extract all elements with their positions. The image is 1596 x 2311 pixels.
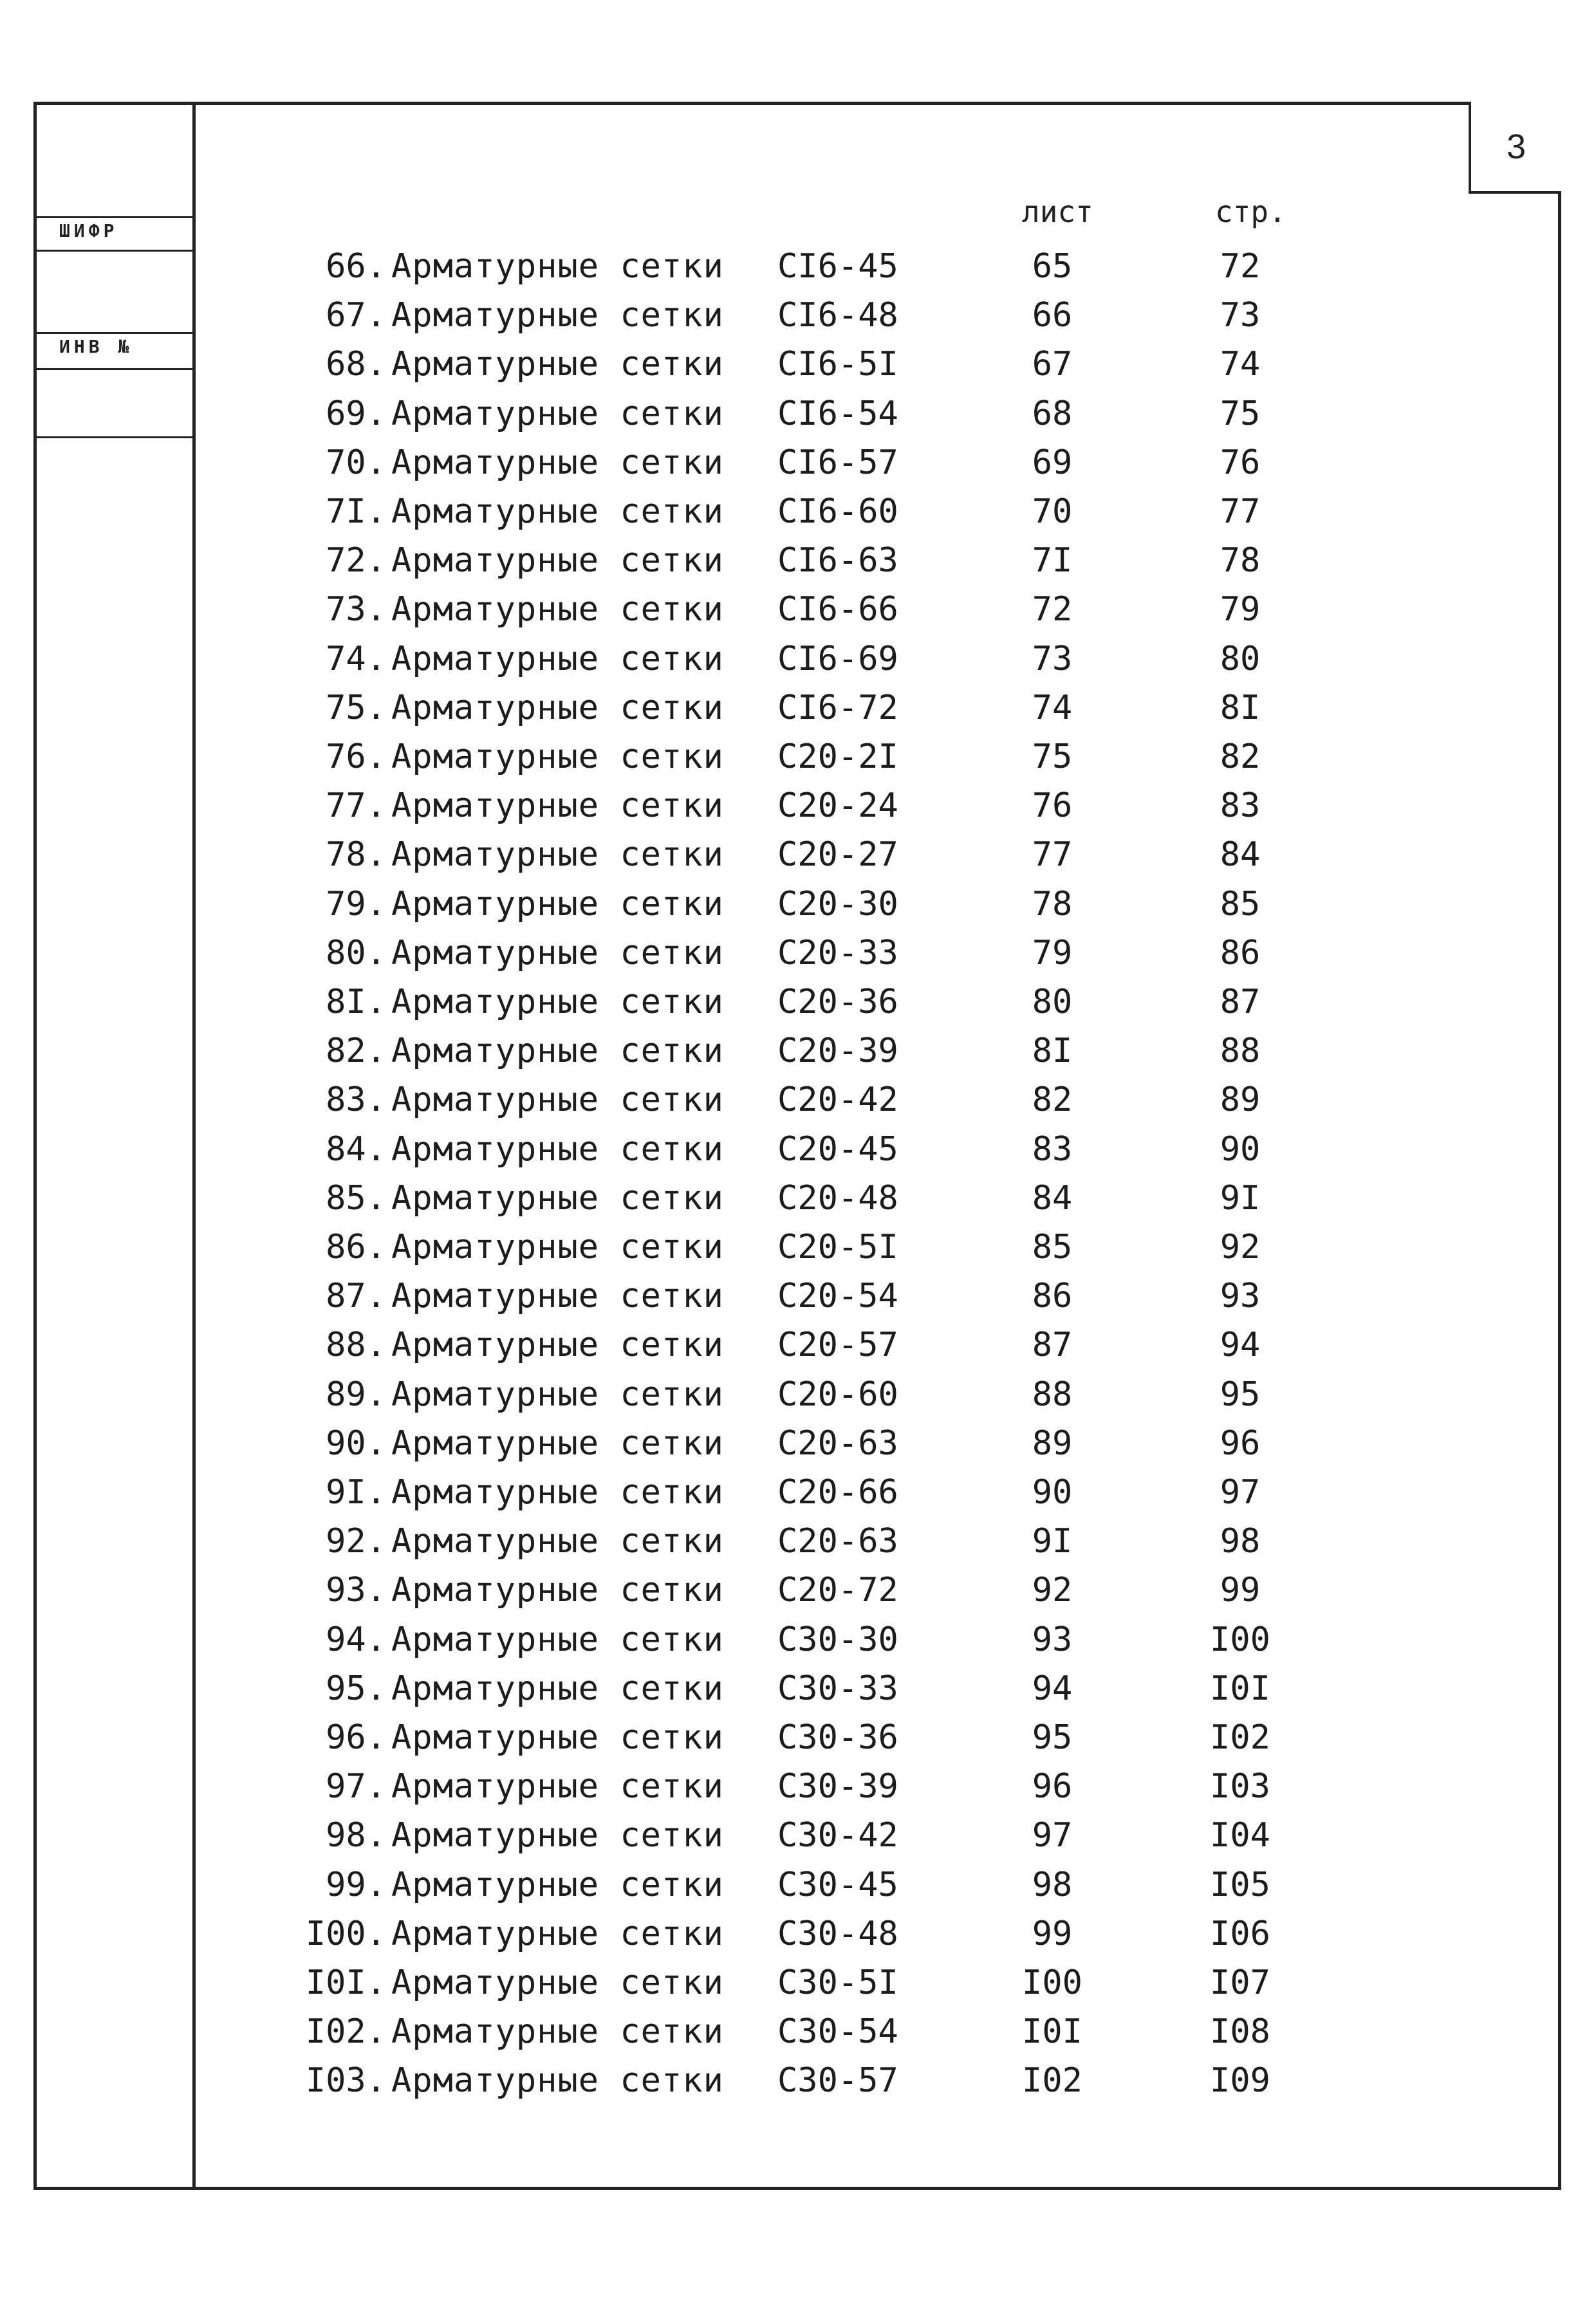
item-name: Арматурные сетки bbox=[391, 885, 724, 923]
strip-divider bbox=[33, 216, 192, 218]
item-code: C30-30 bbox=[777, 1620, 898, 1659]
item-code: C20-72 bbox=[777, 1571, 898, 1610]
item-sheet: 85 bbox=[1032, 1228, 1073, 1267]
item-name: Арматурные сетки bbox=[391, 1326, 724, 1364]
item-name: Арматурные сетки bbox=[391, 1620, 724, 1659]
item-number: 93. bbox=[326, 1571, 386, 1610]
item-name: Арматурные сетки bbox=[391, 1963, 724, 2002]
item-sheet: 93 bbox=[1032, 1620, 1073, 1659]
item-number: 7I. bbox=[326, 492, 386, 531]
list-item bbox=[0, 1811, 1596, 1860]
list-item bbox=[0, 1419, 1596, 1468]
item-page: I08 bbox=[1210, 2012, 1270, 2051]
item-code: C30-57 bbox=[777, 2061, 898, 2100]
item-page: I02 bbox=[1210, 1718, 1270, 1757]
list-item bbox=[0, 487, 1596, 536]
item-sheet: 70 bbox=[1032, 492, 1073, 531]
item-page: 73 bbox=[1220, 296, 1261, 335]
item-sheet: I02 bbox=[1022, 2061, 1082, 2100]
list-item bbox=[0, 1272, 1596, 1321]
item-number: 90. bbox=[326, 1424, 386, 1463]
item-number: 80. bbox=[326, 934, 386, 972]
item-name: Арматурные сетки bbox=[391, 1179, 724, 1218]
item-code: CI6-63 bbox=[777, 541, 898, 580]
item-page: 80 bbox=[1220, 640, 1261, 678]
item-code: C30-39 bbox=[777, 1767, 898, 1806]
item-name: Арматурные сетки bbox=[391, 2012, 724, 2051]
item-name: Арматурные сетки bbox=[391, 1718, 724, 1757]
item-number: 67. bbox=[326, 296, 386, 335]
item-page: 79 bbox=[1220, 590, 1261, 629]
item-sheet: 86 bbox=[1032, 1277, 1073, 1315]
item-number: 82. bbox=[326, 1032, 386, 1070]
item-sheet: 84 bbox=[1032, 1179, 1073, 1218]
item-page: 76 bbox=[1220, 443, 1261, 482]
item-sheet: 77 bbox=[1032, 835, 1073, 874]
item-name: Арматурные сетки bbox=[391, 1277, 724, 1315]
item-number: 99. bbox=[326, 1866, 386, 1904]
item-sheet: 88 bbox=[1032, 1375, 1073, 1414]
item-name: Арматурные сетки bbox=[391, 934, 724, 972]
list-item bbox=[0, 438, 1596, 487]
item-page: 85 bbox=[1220, 885, 1261, 923]
item-code: C20-60 bbox=[777, 1375, 898, 1414]
item-sheet: I00 bbox=[1022, 1963, 1082, 2002]
list-item bbox=[0, 1075, 1596, 1124]
item-code: CI6-69 bbox=[777, 640, 898, 678]
list-item bbox=[0, 242, 1596, 291]
item-name: Арматурные сетки bbox=[391, 786, 724, 825]
item-name: Арматурные сетки bbox=[391, 1767, 724, 1806]
item-sheet: 73 bbox=[1032, 640, 1073, 678]
item-sheet: 67 bbox=[1032, 345, 1073, 384]
item-sheet: 94 bbox=[1032, 1669, 1073, 1708]
item-code: C20-45 bbox=[777, 1130, 898, 1169]
item-page: 84 bbox=[1220, 835, 1261, 874]
item-page: 93 bbox=[1220, 1277, 1261, 1315]
cipher-label: ШИФР bbox=[59, 220, 118, 241]
item-page: 8I bbox=[1220, 689, 1261, 727]
item-page: 89 bbox=[1220, 1081, 1261, 1119]
list-item bbox=[0, 2007, 1596, 2056]
inventory-number-label: ИНВ № bbox=[59, 336, 133, 357]
item-sheet: 87 bbox=[1032, 1326, 1073, 1364]
list-item bbox=[0, 1026, 1596, 1075]
item-sheet: 66 bbox=[1032, 296, 1073, 335]
item-sheet: 79 bbox=[1032, 934, 1073, 972]
list-item bbox=[0, 1174, 1596, 1223]
item-sheet: 72 bbox=[1032, 590, 1073, 629]
item-name: Арматурные сетки bbox=[391, 1915, 724, 1953]
item-sheet: 74 bbox=[1032, 689, 1073, 727]
item-code: C20-36 bbox=[777, 983, 898, 1021]
item-sheet: 68 bbox=[1032, 394, 1073, 433]
item-page: 99 bbox=[1220, 1571, 1261, 1610]
item-number: I02. bbox=[305, 2012, 386, 2051]
list-item bbox=[0, 1713, 1596, 1762]
list-item bbox=[0, 1468, 1596, 1517]
item-sheet: 75 bbox=[1032, 738, 1073, 776]
item-number: 9I. bbox=[326, 1473, 386, 1512]
item-page: I09 bbox=[1210, 2061, 1270, 2100]
item-sheet: 69 bbox=[1032, 443, 1073, 482]
item-page: I0I bbox=[1210, 1669, 1270, 1708]
item-code: C20-42 bbox=[777, 1081, 898, 1119]
list-item bbox=[0, 1517, 1596, 1566]
item-code: CI6-60 bbox=[777, 492, 898, 531]
page-number: 3 bbox=[1506, 127, 1526, 166]
item-code: C30-36 bbox=[777, 1718, 898, 1757]
item-code: CI6-54 bbox=[777, 394, 898, 433]
item-number: 95. bbox=[326, 1669, 386, 1708]
item-number: I00. bbox=[305, 1915, 386, 1953]
item-number: 88. bbox=[326, 1326, 386, 1364]
item-name: Арматурные сетки bbox=[391, 1081, 724, 1119]
list-item bbox=[0, 781, 1596, 830]
item-number: 89. bbox=[326, 1375, 386, 1414]
list-item bbox=[0, 389, 1596, 438]
list-item bbox=[0, 291, 1596, 340]
item-number: 86. bbox=[326, 1228, 386, 1267]
item-name: Арматурные сетки bbox=[391, 1424, 724, 1463]
item-page: 87 bbox=[1220, 983, 1261, 1021]
item-sheet: I0I bbox=[1022, 2012, 1082, 2051]
item-page: 86 bbox=[1220, 934, 1261, 972]
item-name: Арматурные сетки bbox=[391, 983, 724, 1021]
list-item bbox=[0, 1909, 1596, 1958]
item-code: C20-30 bbox=[777, 885, 898, 923]
item-name: Арматурные сетки bbox=[391, 590, 724, 629]
item-sheet: 7I bbox=[1032, 541, 1073, 580]
item-name: Арматурные сетки bbox=[391, 296, 724, 335]
item-code: C20-5I bbox=[777, 1228, 898, 1267]
item-page: 94 bbox=[1220, 1326, 1261, 1364]
item-code: C20-66 bbox=[777, 1473, 898, 1512]
item-name: Арматурные сетки bbox=[391, 1130, 724, 1169]
item-code: CI6-48 bbox=[777, 296, 898, 335]
item-code: C20-57 bbox=[777, 1326, 898, 1364]
item-page: I00 bbox=[1210, 1620, 1270, 1659]
list-item bbox=[0, 1861, 1596, 1909]
item-number: 78. bbox=[326, 835, 386, 874]
item-number: 77. bbox=[326, 786, 386, 825]
item-page: 77 bbox=[1220, 492, 1261, 531]
page-number-box bbox=[1469, 102, 1561, 194]
item-number: I03. bbox=[305, 2061, 386, 2100]
item-number: 69. bbox=[326, 394, 386, 433]
item-number: 70. bbox=[326, 443, 386, 482]
item-sheet: 8I bbox=[1032, 1032, 1073, 1070]
item-sheet: 90 bbox=[1032, 1473, 1073, 1512]
item-number: 73. bbox=[326, 590, 386, 629]
item-name: Арматурные сетки bbox=[391, 443, 724, 482]
item-code: C30-48 bbox=[777, 1915, 898, 1953]
item-code: C20-54 bbox=[777, 1277, 898, 1315]
item-name: Арматурные сетки bbox=[391, 1669, 724, 1708]
item-page: 83 bbox=[1220, 786, 1261, 825]
item-name: Арматурные сетки bbox=[391, 1571, 724, 1610]
item-sheet: 82 bbox=[1032, 1081, 1073, 1119]
item-number: 87. bbox=[326, 1277, 386, 1315]
item-number: 85. bbox=[326, 1179, 386, 1218]
item-number: 79. bbox=[326, 885, 386, 923]
item-page: 78 bbox=[1220, 541, 1261, 580]
item-sheet: 78 bbox=[1032, 885, 1073, 923]
item-page: 9I bbox=[1220, 1179, 1261, 1218]
item-name: Арматурные сетки bbox=[391, 345, 724, 384]
list-item bbox=[0, 1370, 1596, 1419]
item-name: Арматурные сетки bbox=[391, 738, 724, 776]
item-page: 96 bbox=[1220, 1424, 1261, 1463]
item-code: C20-48 bbox=[777, 1179, 898, 1218]
item-name: Арматурные сетки bbox=[391, 394, 724, 433]
item-sheet: 65 bbox=[1032, 247, 1073, 286]
item-name: Арматурные сетки bbox=[391, 689, 724, 727]
list-item bbox=[0, 1321, 1596, 1369]
item-code: C20-24 bbox=[777, 786, 898, 825]
list-item bbox=[0, 880, 1596, 929]
item-sheet: 99 bbox=[1032, 1915, 1073, 1953]
item-name: Арматурные сетки bbox=[391, 835, 724, 874]
item-code: CI6-45 bbox=[777, 247, 898, 286]
item-page: 75 bbox=[1220, 394, 1261, 433]
item-code: C20-33 bbox=[777, 934, 898, 972]
item-sheet: 80 bbox=[1032, 983, 1073, 1021]
item-sheet: 92 bbox=[1032, 1571, 1073, 1610]
list-item bbox=[0, 635, 1596, 683]
item-sheet: 9I bbox=[1032, 1522, 1073, 1561]
list-item bbox=[0, 1958, 1596, 2007]
item-page: 97 bbox=[1220, 1473, 1261, 1512]
item-page: I06 bbox=[1210, 1915, 1270, 1953]
item-number: 94. bbox=[326, 1620, 386, 1659]
item-number: 75. bbox=[326, 689, 386, 727]
list-item bbox=[0, 585, 1596, 634]
item-code: C20-27 bbox=[777, 835, 898, 874]
item-number: 68. bbox=[326, 345, 386, 384]
list-item bbox=[0, 1566, 1596, 1615]
item-name: Арматурные сетки bbox=[391, 1522, 724, 1561]
list-item bbox=[0, 340, 1596, 389]
item-page: 82 bbox=[1220, 738, 1261, 776]
item-name: Арматурные сетки bbox=[391, 640, 724, 678]
item-name: Арматурные сетки bbox=[391, 492, 724, 531]
item-page: I07 bbox=[1210, 1963, 1270, 2002]
item-sheet: 76 bbox=[1032, 786, 1073, 825]
list-item bbox=[0, 536, 1596, 585]
item-sheet: 96 bbox=[1032, 1767, 1073, 1806]
item-name: Арматурные сетки bbox=[391, 541, 724, 580]
item-code: C30-54 bbox=[777, 2012, 898, 2051]
list-item bbox=[0, 830, 1596, 879]
item-number: 83. bbox=[326, 1081, 386, 1119]
list-item bbox=[0, 1223, 1596, 1272]
item-number: 8I. bbox=[326, 983, 386, 1021]
item-code: C20-63 bbox=[777, 1424, 898, 1463]
item-page: 98 bbox=[1220, 1522, 1261, 1561]
item-number: 66. bbox=[326, 247, 386, 286]
item-page: 95 bbox=[1220, 1375, 1261, 1414]
item-number: 84. bbox=[326, 1130, 386, 1169]
item-number: 98. bbox=[326, 1816, 386, 1855]
item-number: 72. bbox=[326, 541, 386, 580]
item-page: 88 bbox=[1220, 1032, 1261, 1070]
item-code: C20-39 bbox=[777, 1032, 898, 1070]
item-name: Арматурные сетки bbox=[391, 1375, 724, 1414]
item-code: C30-45 bbox=[777, 1866, 898, 1904]
item-code: C30-5I bbox=[777, 1963, 898, 2002]
item-name: Арматурные сетки bbox=[391, 1032, 724, 1070]
item-page: I04 bbox=[1210, 1816, 1270, 1855]
item-sheet: 98 bbox=[1032, 1866, 1073, 1904]
item-number: 76. bbox=[326, 738, 386, 776]
list-item bbox=[0, 1125, 1596, 1174]
item-number: 74. bbox=[326, 640, 386, 678]
item-number: 92. bbox=[326, 1522, 386, 1561]
item-code: CI6-5I bbox=[777, 345, 898, 384]
item-sheet: 89 bbox=[1032, 1424, 1073, 1463]
item-code: C30-42 bbox=[777, 1816, 898, 1855]
item-number: 96. bbox=[326, 1718, 386, 1757]
item-name: Арматурные сетки bbox=[391, 1866, 724, 1904]
item-number: I0I. bbox=[305, 1963, 386, 2002]
list-item bbox=[0, 929, 1596, 978]
item-name: Арматурные сетки bbox=[391, 1816, 724, 1855]
list-item bbox=[0, 1762, 1596, 1811]
column-header-page: стр. bbox=[1215, 194, 1286, 229]
item-code: C30-33 bbox=[777, 1669, 898, 1708]
item-page: 90 bbox=[1220, 1130, 1261, 1169]
item-page: 74 bbox=[1220, 345, 1261, 384]
list-item bbox=[0, 2056, 1596, 2105]
item-number: 97. bbox=[326, 1767, 386, 1806]
item-page: 92 bbox=[1220, 1228, 1261, 1267]
item-code: CI6-66 bbox=[777, 590, 898, 629]
list-item bbox=[0, 732, 1596, 781]
item-page: 72 bbox=[1220, 247, 1261, 286]
list-item bbox=[0, 1664, 1596, 1713]
item-code: C20-63 bbox=[777, 1522, 898, 1561]
item-name: Арматурные сетки bbox=[391, 1473, 724, 1512]
item-page: I03 bbox=[1210, 1767, 1270, 1806]
item-sheet: 83 bbox=[1032, 1130, 1073, 1169]
item-sheet: 97 bbox=[1032, 1816, 1073, 1855]
list-item bbox=[0, 978, 1596, 1026]
item-code: CI6-72 bbox=[777, 689, 898, 727]
list-item bbox=[0, 1615, 1596, 1664]
item-name: Арматурные сетки bbox=[391, 247, 724, 286]
item-name: Арматурные сетки bbox=[391, 2061, 724, 2100]
item-page: I05 bbox=[1210, 1866, 1270, 1904]
item-sheet: 95 bbox=[1032, 1718, 1073, 1757]
item-code: C20-2I bbox=[777, 738, 898, 776]
list-item bbox=[0, 683, 1596, 732]
column-header-sheet: лист bbox=[1022, 194, 1093, 229]
item-code: CI6-57 bbox=[777, 443, 898, 482]
item-name: Арматурные сетки bbox=[391, 1228, 724, 1267]
